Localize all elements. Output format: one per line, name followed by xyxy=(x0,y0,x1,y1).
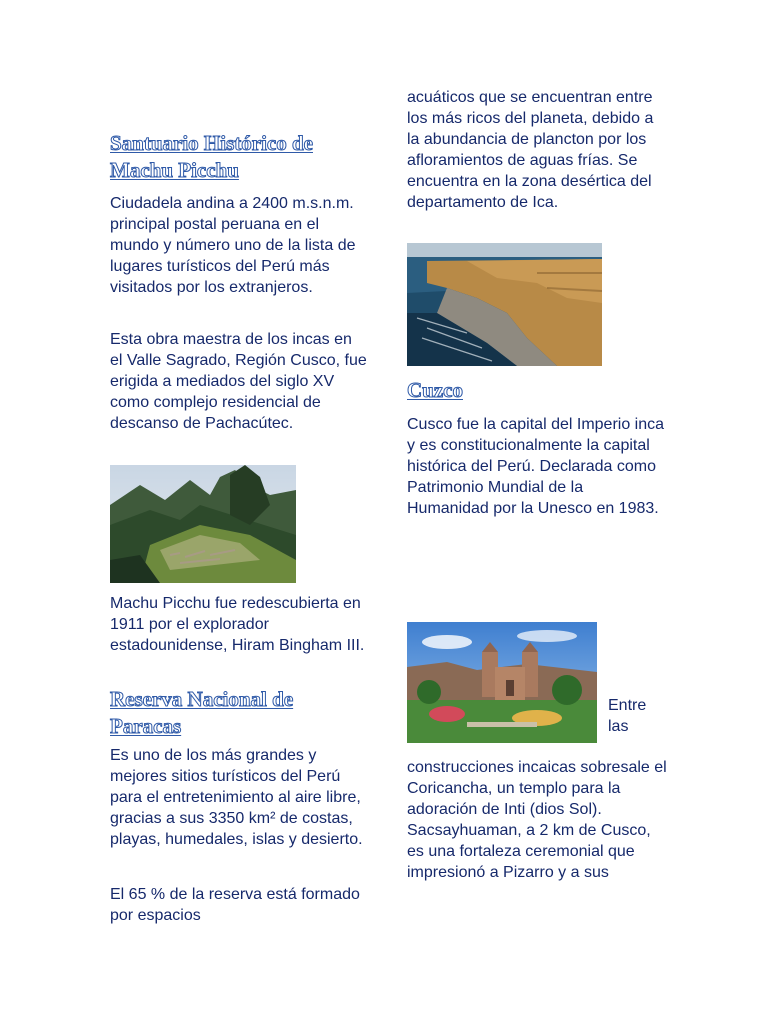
heading-machu-picchu: Santuario Histórico de Machu Picchu xyxy=(110,131,313,182)
paragraph-paracas-continued: acuáticos que se encuentran entre los más ricos del planeta, debido a la abundancia de plancton por los afloramientos de aguas frías. Se encuentra en la zona desértica del departamento de Ica. xyxy=(407,89,654,211)
paragraph-paracas-reserve: El 65 % de la reserva está formado por espacios xyxy=(110,886,360,924)
paragraph-machu-intro: Ciudadela andina a 2400 m.s.n.m. principal postal peruana en el mundo y número uno de la lista de lugares turísticos del Perú más visitados por los extranjeros. xyxy=(110,195,356,296)
machu-picchu-photo xyxy=(110,465,296,583)
paragraph-machu-discovery: Machu Picchu fue redescubierta en 1911 por el explorador estadounidense, Hiram Bingham III. xyxy=(110,595,365,654)
heading-paracas: Reserva Nacional de Paracas xyxy=(110,687,294,738)
paracas-coast-photo xyxy=(407,243,602,366)
paragraph-cusco-capital: Cusco fue la capital del Imperio inca y es constitucionalmente la capital histórica del Perú. Declarada como Patrimonio Mundial de la Humanidad por la Unesco en 1983. xyxy=(407,416,665,517)
paragraph-machu-history: Esta obra maestra de los incas en el Valle Sagrado, Región Cusco, fue erigida a mediados del siglo XV como complejo residencial de descanso de Pachacútec. xyxy=(110,331,367,432)
cusco-cathedral-photo xyxy=(407,622,597,743)
text-beside-image: Entre las xyxy=(608,697,647,735)
heading-cuzco: Cuzco xyxy=(407,378,463,402)
paragraph-cusco-constructions: construcciones incaicas sobresale el Coricancha, un templo para la adoración de Inti (dios Sol). Sacsayhuaman, a 2 km de Cusco, es una fortaleza ceremonial que impresionó a Pizarro y a sus xyxy=(407,759,667,881)
paragraph-paracas-intro: Es uno de los más grandes y mejores sitios turísticos del Perú para el entretenimiento al aire libre, gracias a sus 3350 km² de costas, playas, humedales, islas y desierto. xyxy=(110,747,363,848)
